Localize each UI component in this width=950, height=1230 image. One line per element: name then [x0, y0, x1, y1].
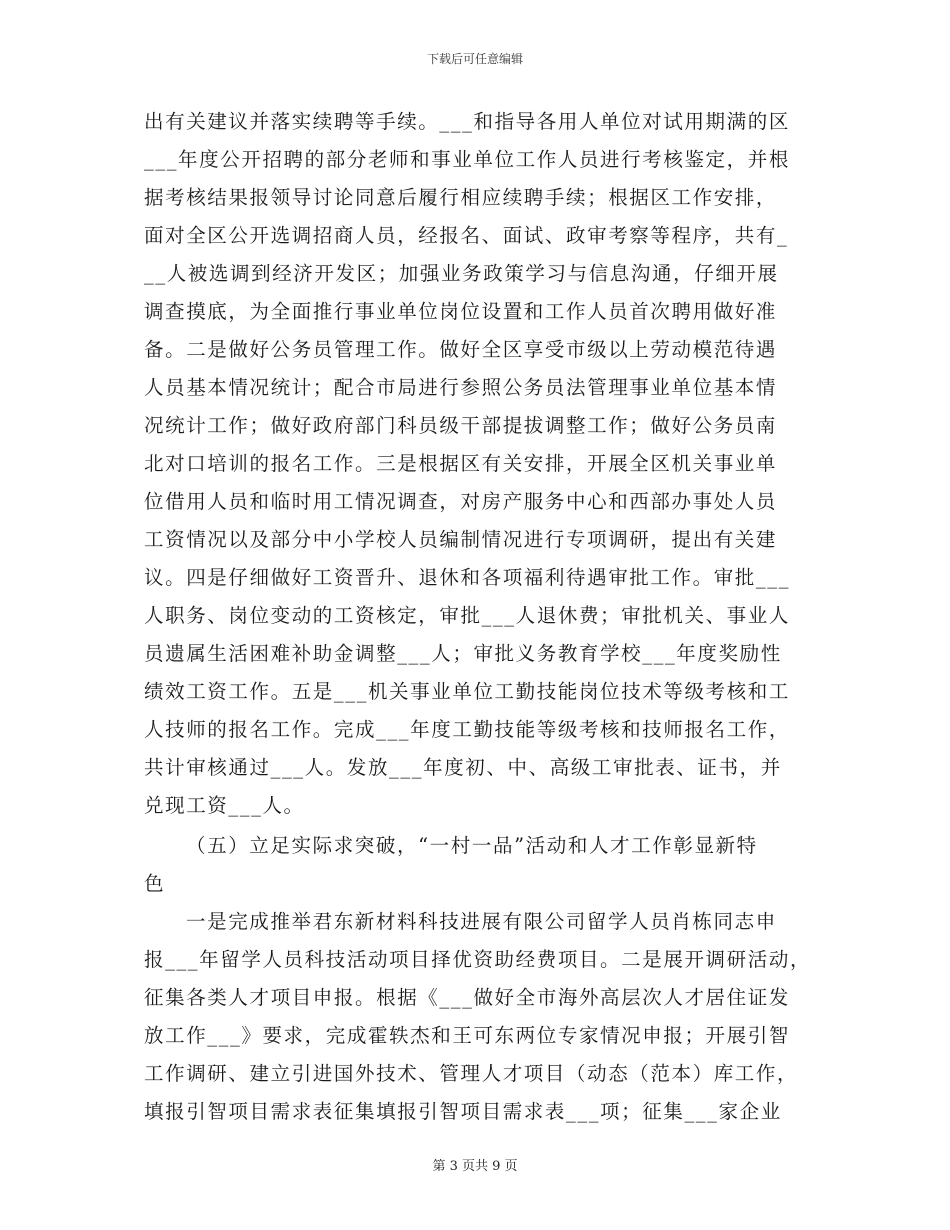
text-line: 人员基本情况统计；配合市局进行参照公务员法管理事业单位基本情	[144, 376, 778, 399]
text-line: ___年度公开招聘的部分老师和事业单位工作人员进行考核鉴定，并根	[144, 148, 790, 171]
text-line: 出有关建议并落实续聘等手续。___和指导各用人单位对试用期满的区	[144, 110, 790, 133]
text-line: 北对口培训的报名工作。三是根据区有关安排，开展全区机关事业单	[144, 452, 778, 475]
text-line: 据考核结果报领导讨论同意后履行相应续聘手续；根据区工作安排，	[144, 186, 778, 209]
text-line: 工资情况以及部分中小学校人员编制情况进行专项调研，提出有关建	[144, 528, 778, 551]
text-line: 备。二是做好公务员管理工作。做好全区享受市级以上劳动模范待遇	[144, 338, 778, 361]
text-line: 况统计工作；做好政府部门科员级干部提拔调整工作；做好公务员南	[144, 414, 778, 437]
text-line: __人被选调到经济开发区；加强业务政策学习与信息沟通，仔细开展	[144, 262, 779, 285]
text-line: 征集各类人才项目申报。根据《___做好全市海外高层次人才居住证发	[144, 986, 790, 1009]
text-line: 员遗属生活困难补助金调整___人；审批义务教育学校___年度奖励性	[144, 642, 782, 665]
text-line: 面对全区公开选调招商人员，经报名、面试、政审考察等程序，共有_	[144, 224, 789, 247]
text-line: 填报引智项目需求表征集填报引智项目需求表___项；征集___家企业	[144, 1100, 782, 1123]
section-heading: （五）立足实际求突破，“一村一品”活动和人才工作彰显新特	[186, 834, 758, 857]
text-line: 兑现工资___人。	[144, 794, 305, 817]
page-header: 下载后可任意编辑	[426, 52, 523, 66]
text-line: 共计审核通过___人。发放___年度初、中、高级工审批表、证书，并	[144, 756, 782, 779]
text-line: 工作调研、建立引进国外技术、管理人才项目（动态（范本）库工作，	[144, 1062, 799, 1085]
text-line: 位借用人员和临时用工情况调查，对房产服务中心和西部办事处人员	[144, 490, 778, 513]
page-number: 第 3 页共 9 页	[432, 1159, 518, 1174]
text-line: 人职务、岗位变动的工资核定，审批___人退休费；审批机关、事业人	[144, 604, 790, 627]
text-line: 一是完成推举君东新材料科技进展有限公司留学人员肖栋同志申	[186, 910, 777, 933]
text-line: 绩效工资工作。五是___机关事业单位工勤技能岗位技术等级考核和工	[144, 680, 790, 703]
section-heading-continued: 色	[144, 872, 166, 895]
text-line: 调查摸底，为全面推行事业单位岗位设置和工作人员首次聘用做好准	[144, 300, 778, 323]
text-line: 放工作___》要求，完成霍轶杰和王可东两位专家情况申报；开展引智	[144, 1024, 790, 1047]
text-line: 报___年留学人员科技活动项目择优资助经费项目。二是展开调研活动，	[144, 948, 812, 971]
text-line: 人技师的报名工作。完成___年度工勤技能等级考核和技师报名工作，	[144, 718, 790, 741]
text-line: 议。四是仔细做好工资晋升、退休和各项福利待遇审批工作。审批___	[144, 566, 790, 589]
